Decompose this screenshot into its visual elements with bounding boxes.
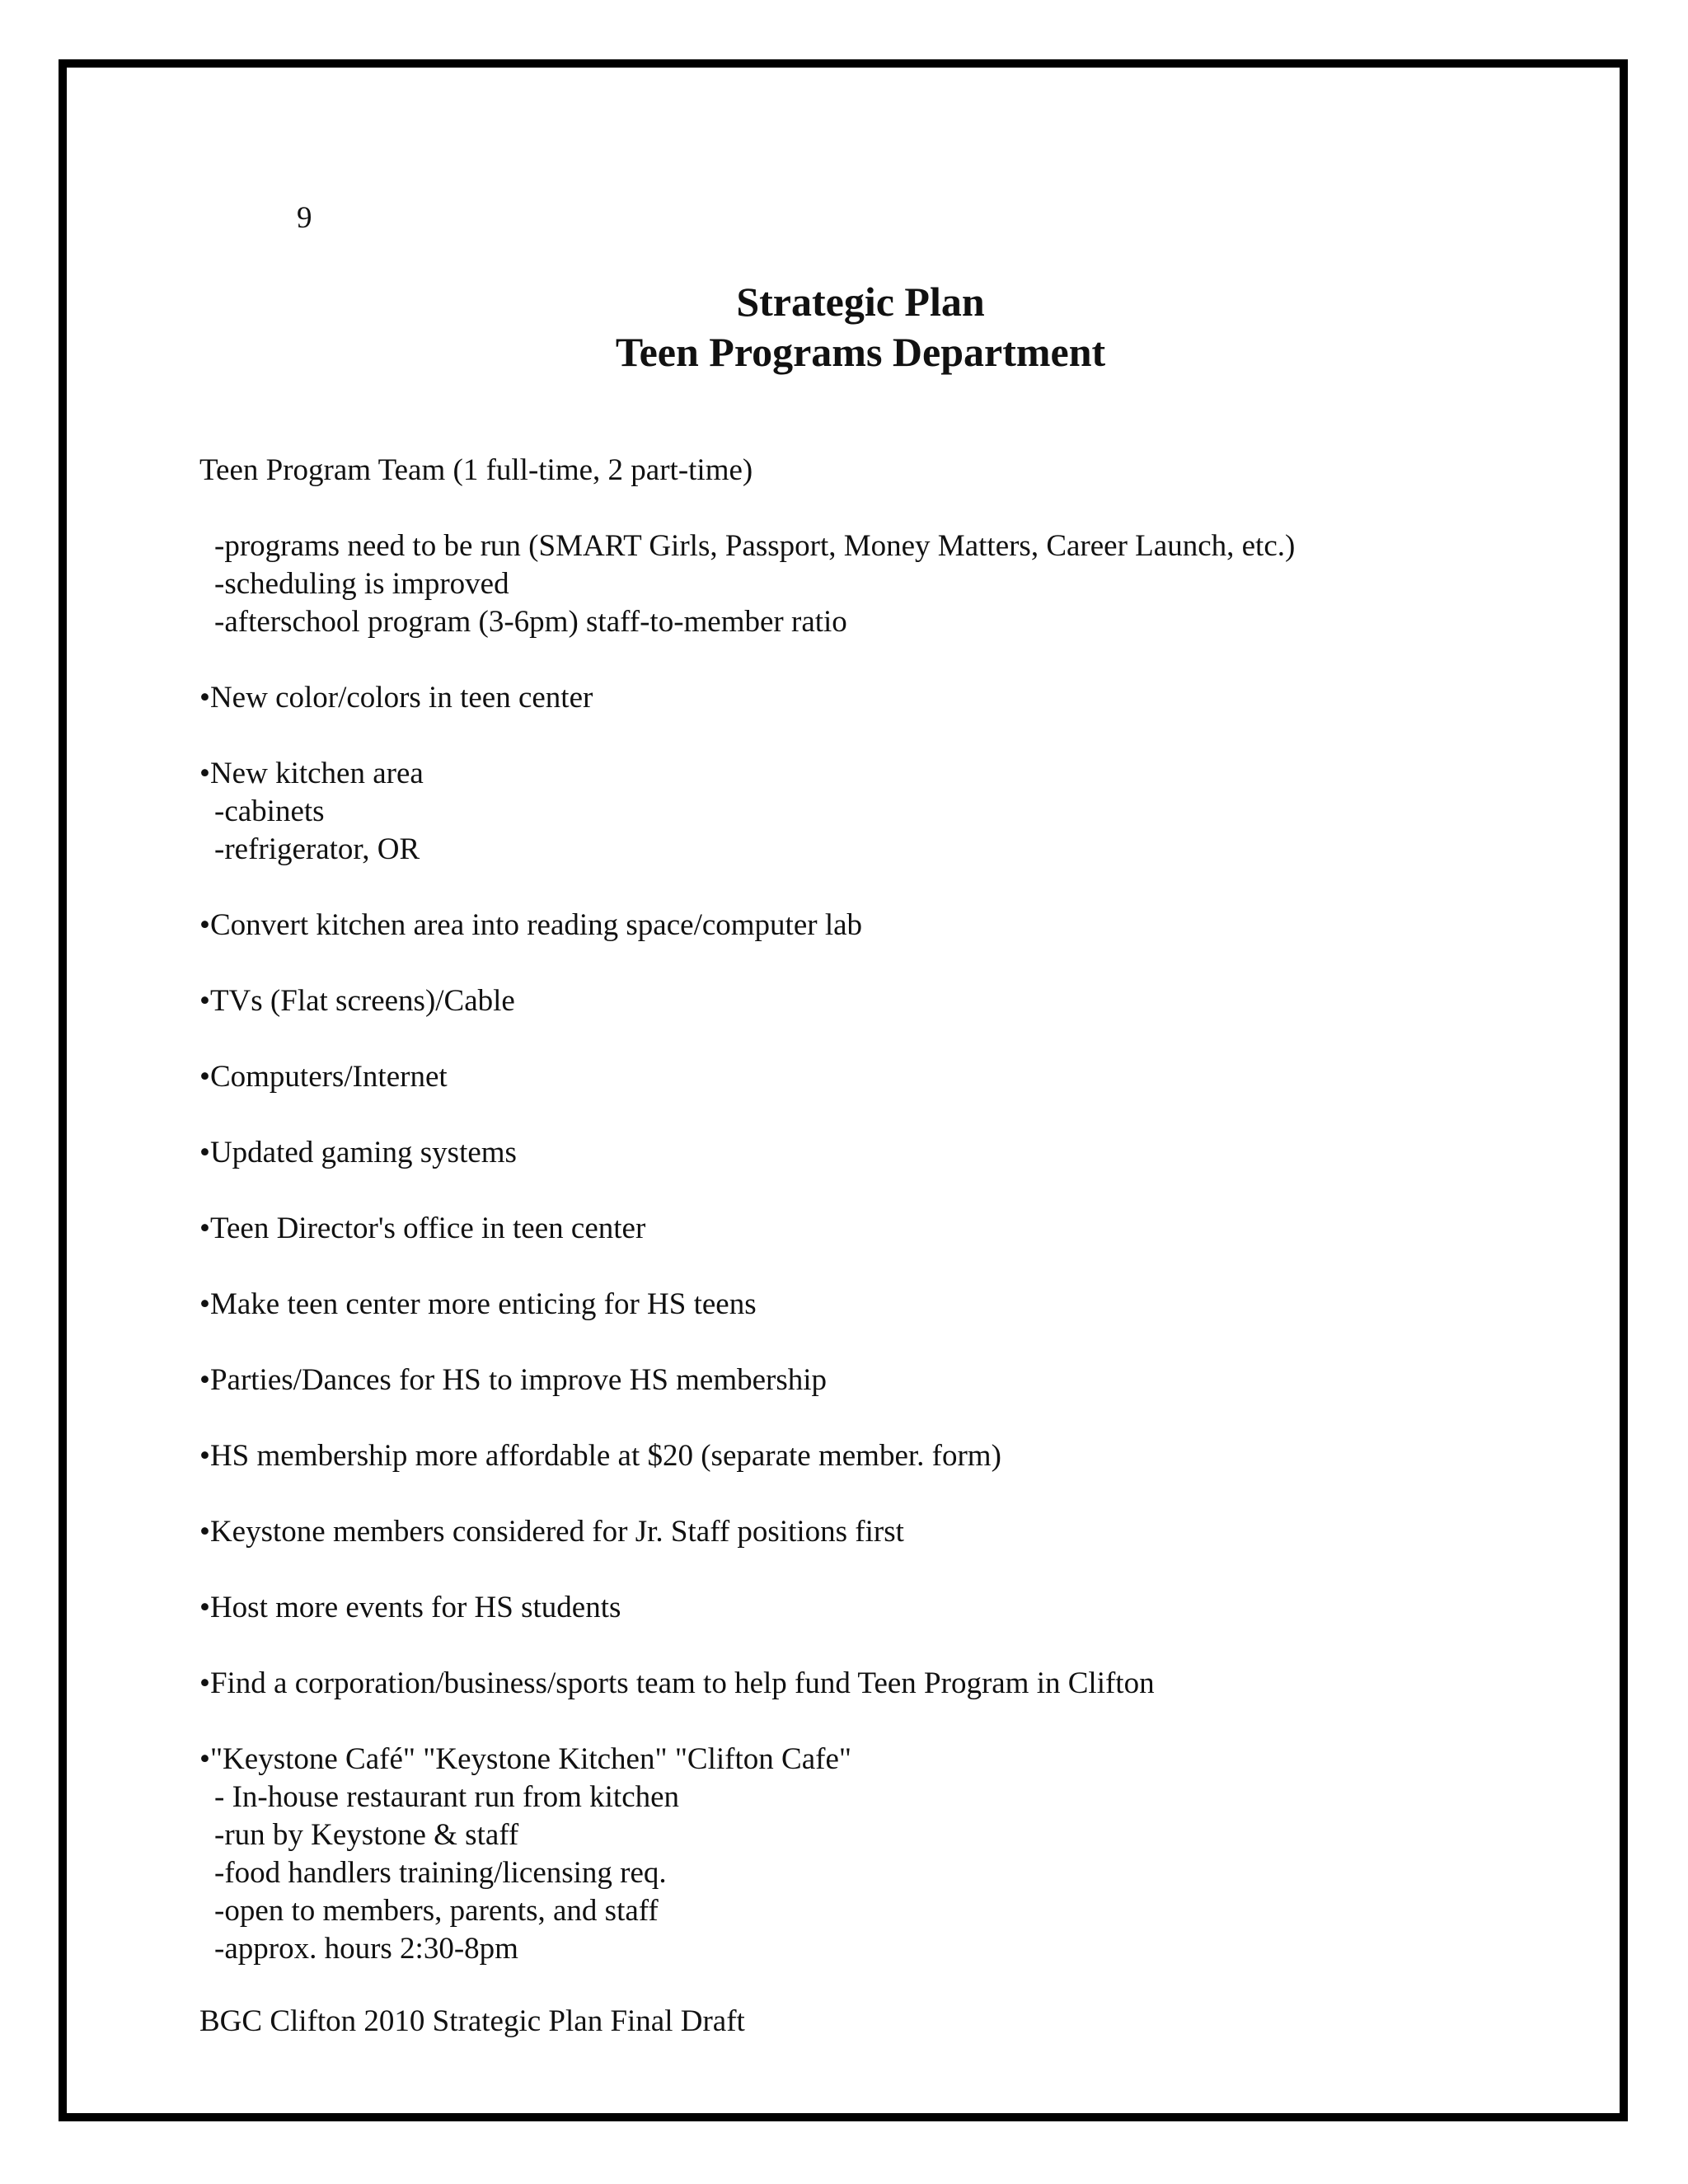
bullet-item: •Find a corporation/business/sports team to help fund Teen Program in Clifton xyxy=(199,1666,1155,1700)
document-footer: BGC Clifton 2010 Strategic Plan Final Draft xyxy=(199,2004,745,2038)
bullet-group-kitchen xyxy=(199,755,1584,869)
bullet-item: •New color/colors in teen center xyxy=(199,681,593,715)
bullet-item: •Computers/Internet xyxy=(199,1060,448,1094)
bullet-sub-item: -approx. hours 2:30-8pm xyxy=(214,1932,518,1966)
bullet-item: •Convert kitchen area into reading space/computer lab xyxy=(199,908,863,942)
bullet-item: •Parties/Dances for HS to improve HS membership xyxy=(199,1363,828,1397)
page-subtitle: Teen Programs Department xyxy=(615,329,1106,375)
bullet-sub-item: - In-house restaurant run from kitchen xyxy=(214,1780,680,1814)
bullet-group-cafe xyxy=(199,1741,1584,1968)
bullet-item: •HS membership more affordable at $20 (separate member. form) xyxy=(199,1439,1001,1473)
team-details xyxy=(199,527,1584,641)
document-body xyxy=(199,452,1584,2006)
team-heading: Teen Program Team (1 full-time, 2 part-time) xyxy=(199,453,753,487)
bullet-sub-item: -run by Keystone & staff xyxy=(214,1818,519,1852)
team-section xyxy=(199,452,1584,490)
bullet-item: •New kitchen area xyxy=(199,757,424,790)
bullet-item: •Teen Director's office in teen center xyxy=(199,1212,646,1245)
bullet-sub-item: -cabinets xyxy=(214,794,325,828)
bullet-sub-item: -food handlers training/licensing req. xyxy=(214,1856,667,1890)
bullet-sub-item: -open to members, parents, and staff xyxy=(214,1894,659,1928)
bullet-item: •"Keystone Café" "Keystone Kitchen" "Clifton Cafe" xyxy=(199,1742,851,1776)
page-title: Strategic Plan xyxy=(736,279,985,325)
bullet-item: •Updated gaming systems xyxy=(199,1136,517,1169)
team-detail-item: -afterschool program (3-6pm) staff-to-member ratio xyxy=(214,605,847,639)
bullet-item: •TVs (Flat screens)/Cable xyxy=(199,984,515,1018)
team-detail-item: -programs need to be run (SMART Girls, Passport, Money Matters, Career Launch, etc.) xyxy=(214,529,1296,563)
team-detail-item: -scheduling is improved xyxy=(214,567,509,601)
bullet-item: •Host more events for HS students xyxy=(199,1591,621,1624)
bullet-item: •Make teen center more enticing for HS teens xyxy=(199,1287,757,1321)
page-number: 9 xyxy=(297,201,312,235)
bullet-sub-item: -refrigerator, OR xyxy=(214,832,420,866)
bullet-item: •Keystone members considered for Jr. Staff positions first xyxy=(199,1515,904,1549)
